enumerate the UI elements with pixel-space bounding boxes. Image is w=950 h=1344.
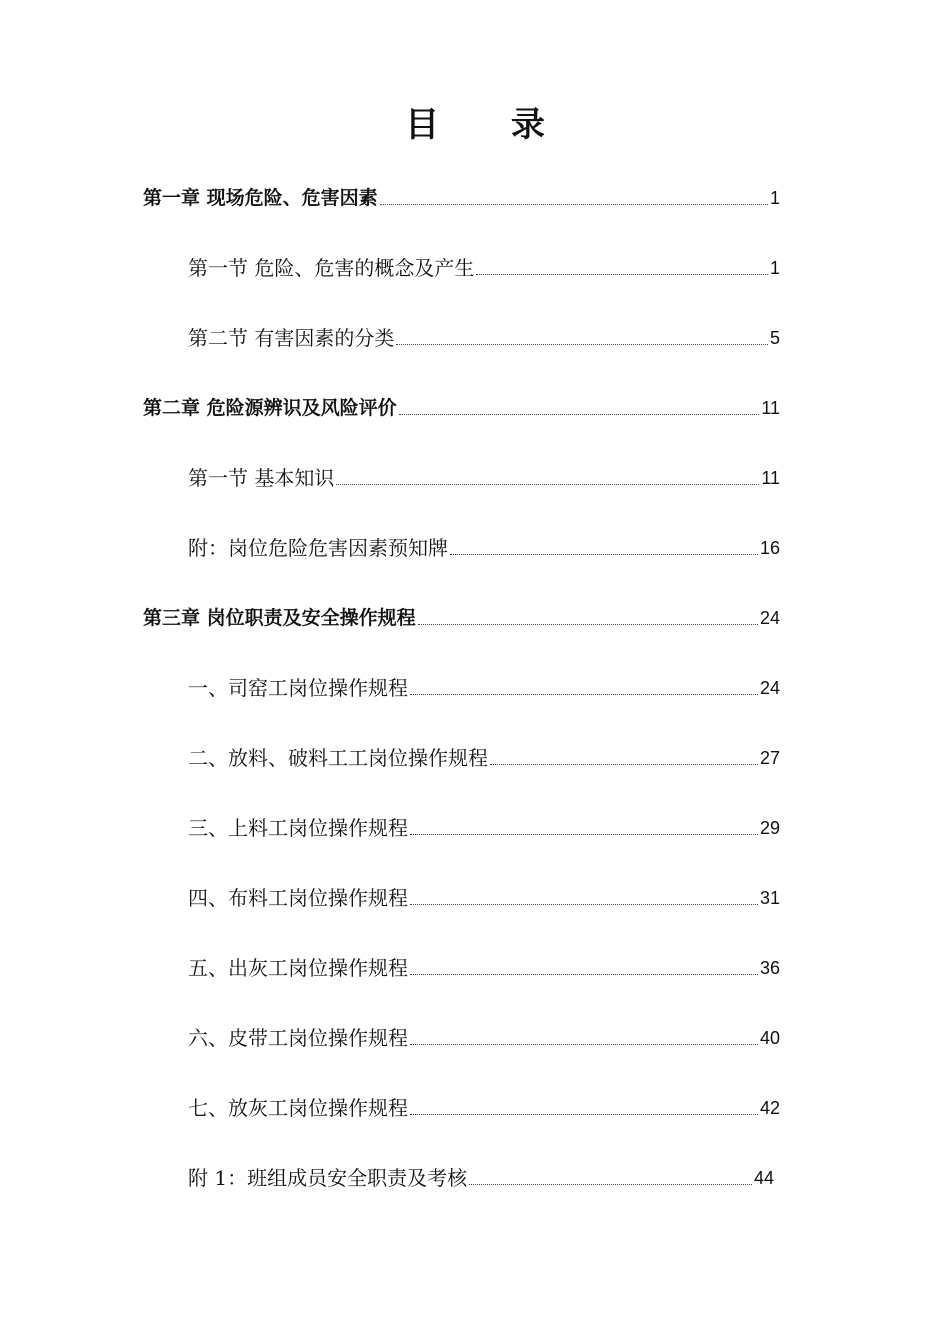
toc-entry-label: 七、放灰工岗位操作规程 [188, 1096, 408, 1120]
toc-page-number: 11 [761, 398, 780, 418]
toc-entry-section[interactable] [188, 880, 780, 910]
toc-entry-chapter-1[interactable] [143, 180, 780, 210]
toc-title: 目 录 [405, 105, 575, 145]
toc-dot-leader [410, 973, 758, 975]
toc-entry-label: 附 1：班组成员安全职责及考核 [188, 1166, 468, 1190]
toc-entry-section[interactable] [188, 810, 780, 840]
toc-entry-section[interactable] [188, 320, 780, 350]
toc-entry-section[interactable] [188, 950, 780, 980]
toc-entry-label: 附：岗位危险危害因素预知牌 [188, 536, 448, 560]
toc-entry-section[interactable] [188, 460, 780, 490]
toc-entry-chapter-3[interactable] [143, 600, 780, 630]
toc-entry-label: 第二章 危险源辨识及风险评价 [143, 397, 397, 419]
toc-page-number: 5 [769, 328, 780, 348]
toc-dot-leader [410, 903, 758, 905]
toc-page-number: 1 [769, 258, 780, 278]
toc-dot-leader [490, 763, 758, 765]
toc-entry-label: 第一章 现场危险、危害因素 [143, 187, 378, 209]
toc-entry-label: 一、司窑工岗位操作规程 [188, 676, 408, 700]
toc-entry-section[interactable] [188, 1020, 780, 1050]
toc-page-number: 40 [759, 1028, 780, 1048]
toc-entry-section[interactable] [188, 250, 780, 280]
toc-dot-leader [410, 693, 758, 695]
toc-dot-leader [450, 553, 758, 555]
toc-entry-label: 四、布料工岗位操作规程 [188, 886, 408, 910]
toc-entry-label: 第二节 有害因素的分类 [188, 326, 395, 350]
toc-entry-appendix[interactable] [188, 1160, 774, 1190]
toc-dot-leader [418, 623, 758, 625]
toc-page-number: 24 [759, 678, 780, 698]
toc-entry-label: 六、皮带工岗位操作规程 [188, 1026, 408, 1050]
toc-dot-leader [396, 343, 768, 345]
toc-entry-section[interactable] [188, 740, 780, 770]
toc-entry-label: 五、出灰工岗位操作规程 [188, 956, 408, 980]
toc-dot-leader [336, 483, 759, 485]
toc-page-number: 36 [759, 958, 780, 978]
toc-page-number: 42 [759, 1098, 780, 1118]
toc-entry-section[interactable] [188, 1090, 780, 1120]
toc-entry-appendix[interactable] [188, 530, 780, 560]
toc-page-number: 16 [759, 538, 780, 558]
toc-dot-leader [476, 273, 768, 275]
toc-entry-label: 第一节 基本知识 [188, 466, 335, 490]
toc-dot-leader [399, 413, 760, 415]
toc-page-number: 24 [759, 608, 780, 628]
toc-entry-section[interactable] [188, 670, 780, 700]
toc-page-number: 44 [753, 1168, 774, 1188]
toc-dot-leader [380, 203, 768, 205]
toc-page-number: 11 [761, 468, 780, 488]
toc-page-number: 1 [769, 188, 780, 208]
toc-dot-leader [410, 1113, 758, 1115]
toc-entry-label: 第三章 岗位职责及安全操作规程 [143, 607, 416, 629]
toc-dot-leader [410, 1043, 758, 1045]
toc-dot-leader [410, 833, 758, 835]
toc-page-number: 29 [759, 818, 780, 838]
toc-entry-label: 三、上料工岗位操作规程 [188, 816, 408, 840]
toc-entry-label: 第一节 危险、危害的概念及产生 [188, 256, 475, 280]
toc-page-number: 27 [759, 748, 780, 768]
toc-page-number: 31 [759, 888, 780, 908]
toc-dot-leader [469, 1183, 752, 1185]
toc-entry-label: 二、放料、破料工工岗位操作规程 [188, 746, 488, 770]
toc-entry-chapter-2[interactable] [143, 390, 780, 420]
